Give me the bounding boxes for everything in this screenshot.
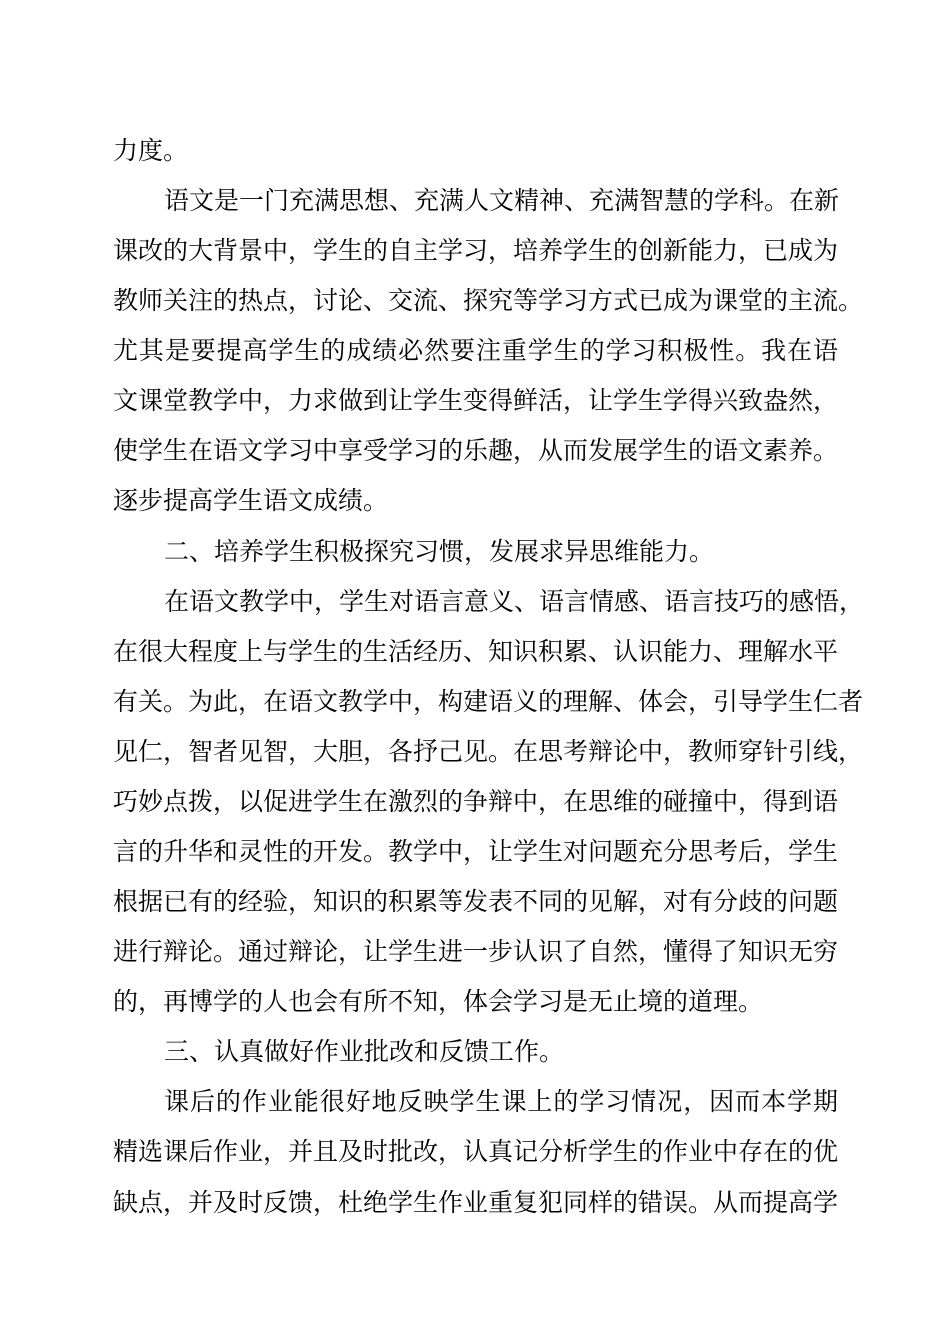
section-heading: 二、培养学生积极探究习惯，发展求异思维能力。 [164, 537, 715, 566]
text-line: 进行辩论。通过辩论，让学生进一步认识了自然，懂得了知识无穷 [113, 937, 839, 966]
text-line: 逐步提高学生语文成绩。 [113, 486, 389, 515]
text-line: 见仁，智者见智，大胆，各抒己见。在思考辩论中，教师穿针引线， [113, 737, 864, 766]
text-line: 课改的大背景中，学生的自主学习，培养学生的创新能力，已成为 [113, 236, 839, 265]
text-line: 在很大程度上与学生的生活经历、知识积累、认识能力、理解水平 [113, 637, 839, 666]
text-line: 使学生在语文学习中享受学习的乐趣，从而发展学生的语文素养。 [113, 436, 839, 465]
text-line: 巧妙点拨，以促进学生在激烈的争辩中，在思维的碰撞中，得到语 [113, 787, 839, 816]
text-line: 根据已有的经验，知识的积累等发表不同的见解，对有分歧的问题 [113, 887, 839, 916]
paragraph-first-line: 语文是一门充满思想、充满人文精神、充满智慧的学科。在新 [164, 186, 840, 215]
text-line: 力度。 [113, 136, 189, 165]
section-heading: 三、认真做好作业批改和反馈工作。 [164, 1037, 565, 1066]
paragraph-first-line: 课后的作业能很好地反映学生课上的学习情况，因而本学期 [164, 1087, 838, 1116]
paragraph-first-line: 在语文教学中，学生对语言意义、语言情感、语言技巧的感悟， [164, 587, 865, 616]
text-line: 言的升华和灵性的开发。教学中，让学生对问题充分思考后，学生 [113, 837, 839, 866]
text-line: 尤其是要提高学生的成绩必然要注重学生的学习积极性。我在语 [113, 336, 838, 365]
text-line: 缺点，并及时反馈，杜绝学生作业重复犯同样的错误。从而提高学 [113, 1188, 839, 1217]
text-line: 的，再博学的人也会有所不知，体会学习是无止境的道理。 [113, 987, 764, 1016]
text-line: 精选课后作业，并且及时批改，认真记分析学生的作业中存在的优 [113, 1137, 839, 1166]
text-line: 文课堂教学中，力求做到让学生变得鲜活，让学生学得兴致盎然， [113, 386, 839, 415]
text-line: 教师关注的热点，讨论、交流、探究等学习方式已成为课堂的主流。 [113, 286, 864, 315]
text-line: 有关。为此，在语文教学中，构建语义的理解、体会，引导学生仁者 [113, 687, 864, 716]
